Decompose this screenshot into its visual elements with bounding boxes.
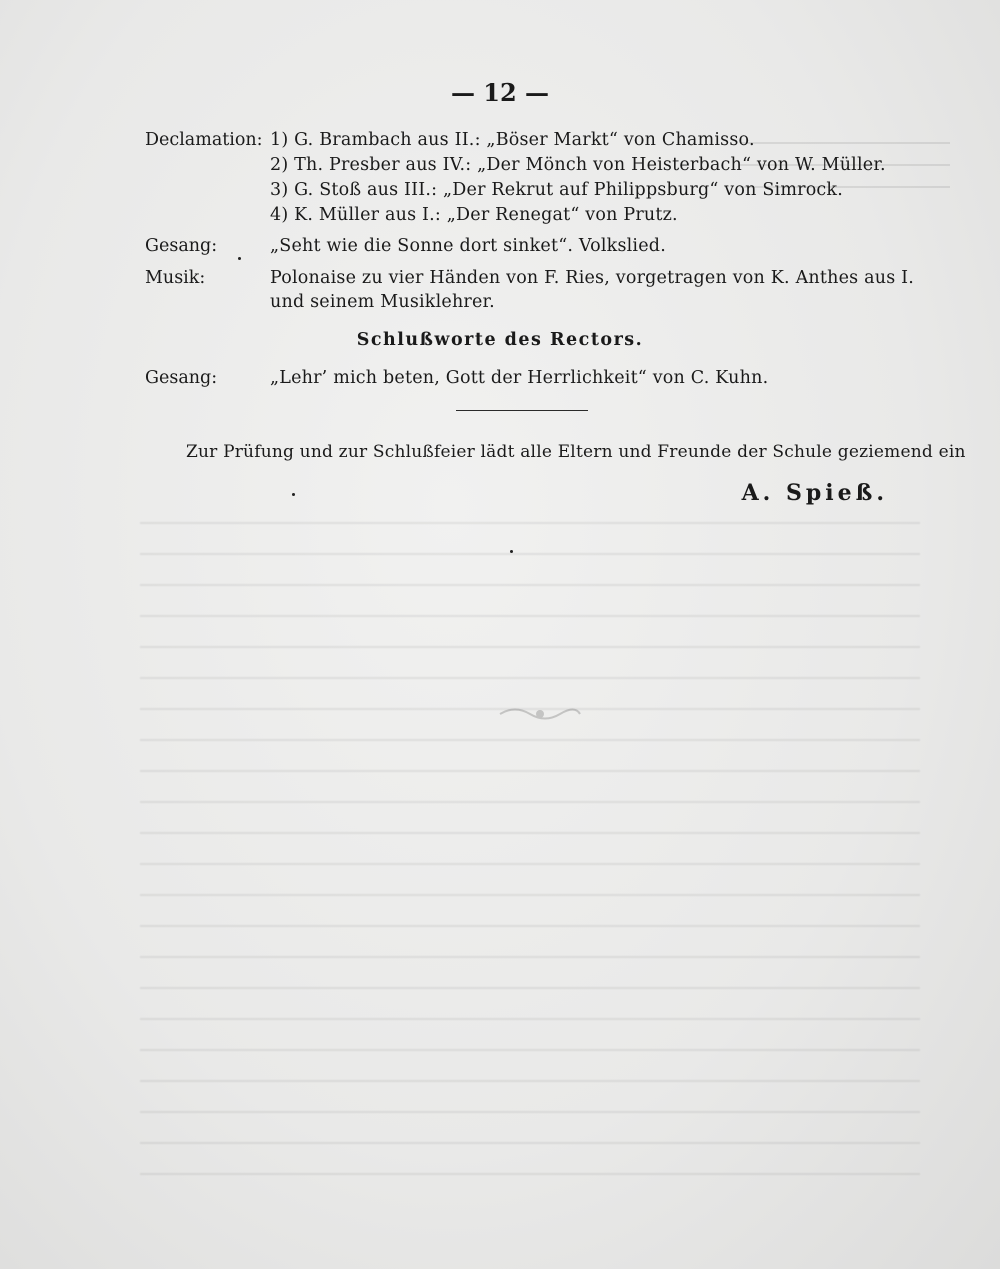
program-line: „Seht wie die Sonne dort sinket“. Volkslied. — [270, 236, 666, 256]
bleed-through-text — [140, 500, 920, 1180]
program-line: „Lehr’ mich beten, Gott der Herrlichkeit“ von C. Kuhn. — [270, 368, 769, 388]
program-line: 3) G. Stoß aus III.: „Der Rekrut auf Philippsburg“ von Simrock. — [270, 180, 843, 200]
program-line: Polonaise zu vier Händen von F. Ries, vorgetragen von K. Anthes aus I. — [270, 268, 915, 288]
speck — [292, 493, 295, 496]
program-line: 1) G. Brambach aus II.: „Böser Markt“ von Chamisso. — [270, 130, 755, 150]
speck — [238, 257, 241, 260]
divider-rule — [456, 410, 588, 411]
program-line: und seinem Musiklehrer. — [270, 292, 495, 312]
program-label-gesang: Gesang: — [145, 368, 218, 388]
ornament-icon — [495, 703, 585, 725]
page-number: — 12 — — [450, 78, 550, 107]
program-line: 2) Th. Presber aus IV.: „Der Mönch von Heisterbach“ von W. Müller. — [270, 155, 886, 175]
program-label-gesang: Gesang: — [145, 236, 218, 256]
program-label-musik: Musik: — [145, 268, 206, 288]
program-label-declamation: Declamation: — [145, 130, 263, 150]
speck — [510, 550, 513, 553]
closing-heading: Schlußworte des Rectors. — [356, 330, 644, 350]
signature: A. Spieß. — [741, 480, 888, 506]
program-line: 4) K. Müller aus I.: „Der Renegat“ von Prutz. — [270, 205, 678, 225]
invitation-text: Zur Prüfung und zur Schlußfeier lädt alle Eltern und Freunde der Schule geziemend ein — [186, 442, 966, 462]
